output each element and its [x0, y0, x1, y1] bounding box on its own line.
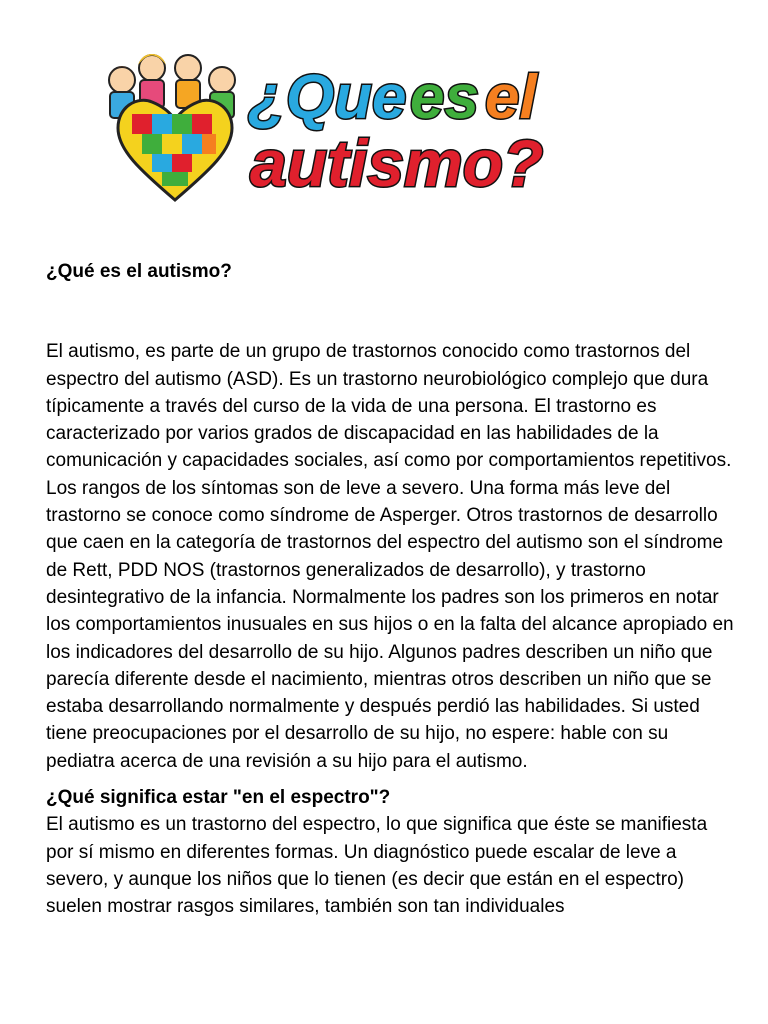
heading-que-es-autismo: ¿Qué es el autismo? — [46, 261, 232, 282]
logo-word-que: ¿Que — [248, 63, 407, 132]
que-es-el-autismo-logo — [100, 40, 570, 210]
heading-en-el-espectro: ¿Qué significa estar "en el espectro"? — [46, 787, 391, 809]
puzzle-heart-icon — [118, 100, 232, 200]
logo-word-es: es — [410, 63, 479, 132]
logo-wordmark — [248, 63, 543, 200]
paragraph-espectro: El autismo es un trastorno del espectro, lo que significa que éste se manifiesta por sí mismo en diferentes formas. Un diagnóstico puede escalar de leve a severo, y aunque los niños que lo tienen (es decir que están en el espectro) suelen mostrar rasgos similares, también son tan individuales — [46, 814, 708, 918]
document-body — [46, 258, 736, 921]
paragraph-definition: El autismo, es parte de un grupo de trastornos conocido como trastornos del espectro del autismo (ASD). Es un trastorno neurobiológico complejo que dura típicamente a través del curso de la vida de una persona. El trastorno es caracterizado por varios grados de discapacidad en las habilidades de la comunicación y capacidades sociales, así como por comportamientos repetitivos. Los rangos de los síntomas son de leve a severo. Una forma más leve del trastorno se conoce como síndrome de Asperger. Otros trastornos de desarrollo que caen en la categoría de trastornos del espectro del autismo son el síndrome de Rett, PDD NOS (trastornos generalizados de desarrollo), y trastorno desintegrativo de la infancia. Normalmente los padres son los primeros en notar los comportamientos inusuales en sus hijos o en la falta del alcance apropiado en los indicadores del desarrollo de su hijo. Algunos padres describen un niño que parecía diferente desde el nacimiento, mientras otros describen un niño que se estaba desarrollando normalmente y después perdió las habilidades. Si usted tiene preocupaciones por el desarrollo de su hijo, no espere: hable con su pediatra acerca de una revisión a su hijo para el autismo. — [46, 341, 734, 772]
logo-word-autismo: autismo? — [250, 126, 544, 200]
logo-word-el: el — [485, 63, 537, 132]
